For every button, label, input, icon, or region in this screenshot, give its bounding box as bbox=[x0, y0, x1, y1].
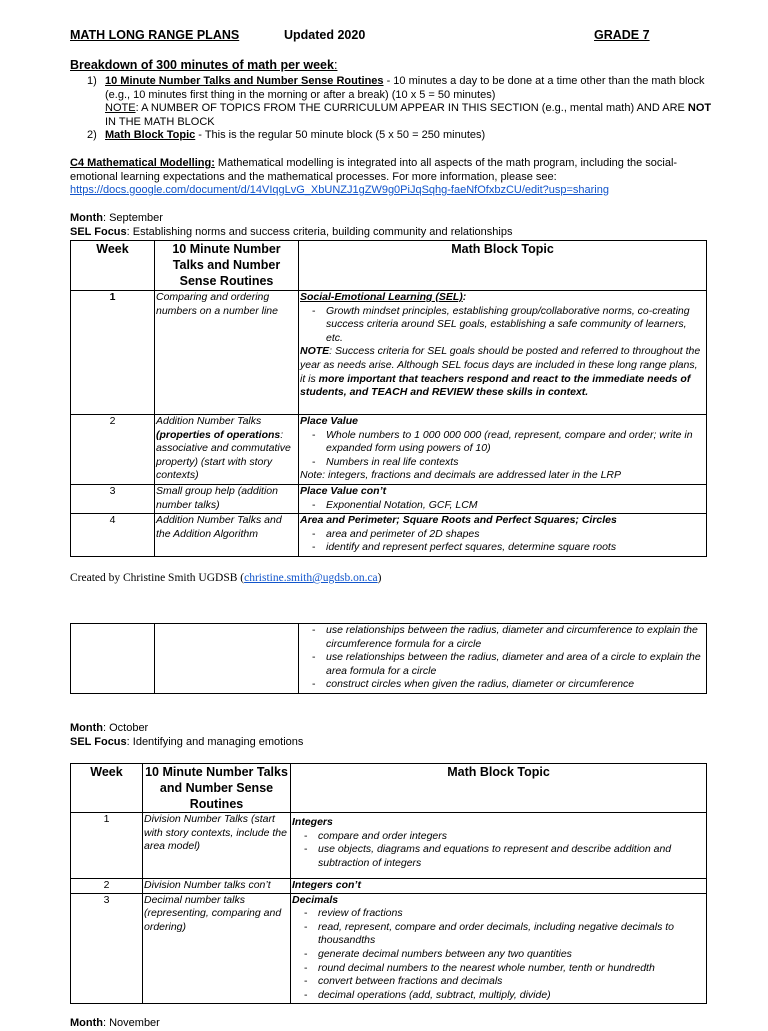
table-row: 2 Addition Number Talks (properties of operations: associative and commutative property) (start with story contexts) Place Value - Whole numbers to 1 000 000 000 (read, represent, compare and order; write in expanded form using powers of 10) - Numbers in real life contexts Note: integers, fractions and decimals are addressed later in the LRP bbox=[71, 415, 707, 485]
breakdown-item-1: 1) 10 Minute Number Talks and Number Sense Routines - 10 minutes a day to be done at a time other than the math block (e.g., 10 minutes first thing in the morning or after a break) (10 x 5 = 50 minutes) NOTE: A NUMBER OF TOPICS FROM THE CURRICULUM APPEAR IN THIS SECTION (e.g., mental math) AND ARE NOT IN THE MATH BLOCK bbox=[87, 75, 712, 128]
table-row: 2 Division Number talks con’t Integers con’t bbox=[71, 879, 707, 894]
plan-title: MATH LONG RANGE PLANS bbox=[70, 28, 240, 42]
grade-label: GRADE 7 bbox=[594, 28, 650, 42]
october-table bbox=[70, 763, 707, 1004]
document-header bbox=[70, 28, 710, 46]
col-topic: Math Block Topic bbox=[291, 764, 707, 813]
september-table-continued bbox=[70, 623, 707, 694]
table-row: 1 Comparing and ordering numbers on a number line Social-Emotional Learning (SEL): - Growth mindset principles, establishing group/collaborative norms, co-creating success criteria around SEL goals, establishing a safe community of learners, etc. NOTE: Success criteria for SEL goals should be posted and referred to throughout the year as needs arise. Although SEL focus days are included in these long range plans, it is more important that teachers respond and react to the immediate needs of students, and TEACH and REVIEW these skills in context. bbox=[71, 291, 707, 415]
breakdown-title: Breakdown of 300 minutes of math per week: bbox=[70, 58, 338, 72]
table-row: - use relationships between the radius, diameter and circumference to explain the circumference formula for a circle - use relationships between the radius, diameter and area of a circle to explain the area formula for a circle - construct circles when given the radius, diameter or circumference bbox=[71, 624, 707, 694]
col-week: Week bbox=[71, 764, 143, 813]
september-table bbox=[70, 240, 707, 557]
c4-paragraph: C4 Mathematical Modelling: Mathematical modelling is integrated into all aspects of the math program, including the social-emotional learning expectations and the mathematical processes. For more information, please see: https://docs.google.com/document/d/14VIqgLvG_XbUNZJ1gZW9g0PiJqSqhg-faeNfOfxbzCU/edit?usp=sharing bbox=[70, 157, 678, 196]
col-talks: 10 Minute Number Talks and Number Sense Routines bbox=[143, 764, 291, 813]
october-info: Month: October SEL Focus: Identifying and managing emotions bbox=[70, 722, 304, 748]
november-info: Month: November bbox=[70, 1017, 160, 1029]
page-footer: Created by Christine Smith UGDSB (christine.smith@ugdsb.on.ca) bbox=[70, 572, 382, 584]
breakdown-item-2: 2) Math Block Topic - This is the regular 50 minute block (5 x 50 = 250 minutes) bbox=[87, 129, 486, 141]
col-talks: 10 Minute Number Talks and Number Sense Routines bbox=[155, 241, 299, 291]
col-topic: Math Block Topic bbox=[299, 241, 707, 291]
updated-label: Updated 2020 bbox=[284, 28, 366, 42]
table-header-row bbox=[71, 764, 707, 813]
table-header-row bbox=[71, 241, 707, 291]
september-info: Month: September SEL Focus: Establishing norms and success criteria, building community and relationships bbox=[70, 212, 513, 238]
col-week: Week bbox=[71, 241, 155, 291]
table-row: 4 Addition Number Talks and the Addition Algorithm Area and Perimeter; Square Roots and Perfect Squares; Circles - area and perimeter of 2D shapes - identify and represent perfect squares, determine square roots bbox=[71, 514, 707, 557]
table-row: 1 Division Number Talks (start with story contexts, include the area model) Integers - compare and order integers - use objects, diagrams and equations to represent and describe addition and subtraction of integers bbox=[71, 813, 707, 879]
c4-link[interactable]: https://docs.google.com/document/d/14VIqgLvG_XbUNZJ1gZW9g0PiJqSqhg-faeNfOfxbzCU/edit?usp=sharing bbox=[70, 184, 609, 196]
table-row: 3 Decimal number talks (representing, comparing and ordering) Decimals - review of fractions - read, represent, compare and order decimals, including negative decimals to thousandths - generate decimal numbers between any two quantities - round decimal numbers to the nearest whole number, tenth or hundredth - convert between fractions and decimals - decimal operations (add, subtract, multiply, divide) bbox=[71, 893, 707, 1003]
footer-email-link[interactable]: christine.smith@ugdsb.on.ca bbox=[244, 572, 378, 584]
table-row: 3 Small group help (addition number talks) Place Value con’t - Exponential Notation, GCF, LCM bbox=[71, 485, 707, 514]
